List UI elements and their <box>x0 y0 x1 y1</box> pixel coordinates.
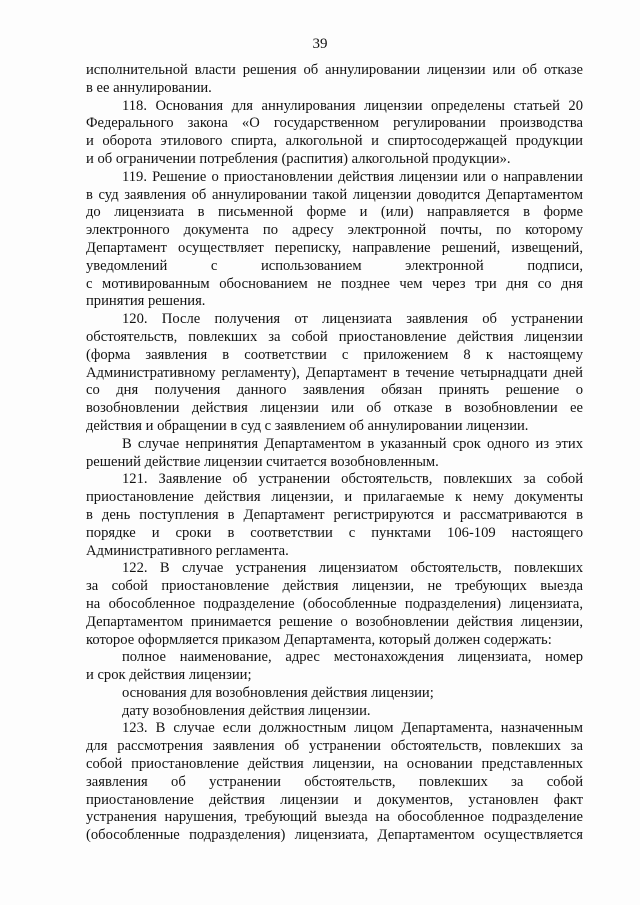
text-line: и оборота этилового спирта, алкогольной и спиртосодержащей продукции <box>86 133 583 150</box>
text-line: приостановление действия лицензии, и прилагаемые к нему документы <box>86 489 583 506</box>
text-line: которое оформляется приказом Департамента, который должен содержать: <box>86 631 552 648</box>
text-line: дату возобновления действия лицензии. <box>122 702 371 719</box>
text-line: на обособленное подразделение (обособленные подразделения) лицензиата, <box>86 595 583 612</box>
text-line: со дня получения данного заявления обязан принять решение о <box>86 382 583 399</box>
text-line: (форма заявления в соответствии с приложением 8 к настоящему <box>86 346 583 363</box>
text-line: в день поступления в Департамент регистрируются и рассматриваются в <box>86 506 583 523</box>
page-number: 39 <box>312 36 328 52</box>
document-body <box>86 62 583 845</box>
text-line: действия и обращении в суд с заявлением об аннулировании лицензии. <box>86 417 529 434</box>
text-line: устранения нарушения, требующий выезда на обособленное подразделение <box>86 809 583 826</box>
text-line: для рассмотрения заявления об устранении обстоятельств, повлекших за <box>86 738 583 755</box>
text-line: электронного документа по адресу электронной почты, по которому <box>86 222 583 239</box>
text-line: в суд заявления об аннулировании такой лицензии доводится Департаментом <box>86 186 583 203</box>
text-line: в ее аннулировании. <box>86 79 212 96</box>
text-line: В случае непринятия Департаментом в указанный срок одного из этих <box>122 435 583 452</box>
text-line: решений действие лицензии считается возобновленным. <box>86 453 439 470</box>
text-line: собой приостановление действия лицензии, на основании представленных <box>86 756 583 773</box>
text-line: и об ограничении потребления (распития) алкогольной продукции». <box>86 150 511 167</box>
text-line: Департаментом принимается решение о возобновлении действия лицензии, <box>86 613 583 630</box>
text-line: приостановление действия лицензии и документов, установлен факт <box>86 791 583 808</box>
text-line: обстоятельств, повлекших за собой приостановление действия лицензии <box>86 328 583 345</box>
text-line: возобновлении действия лицензии или об отказе в возобновлении ее <box>86 400 583 417</box>
text-line: принятия решения. <box>86 293 206 310</box>
text-line: основания для возобновления действия лицензии; <box>122 684 434 701</box>
text-line: порядке и сроки в соответствии с пунктами 106-109 настоящего <box>86 524 583 541</box>
text-line: 119. Решение о приостановлении действия лицензии или о направлении <box>122 168 583 185</box>
text-line: уведомлений с использованием электронной подписи, <box>86 257 583 274</box>
text-line: Административного регламента. <box>86 542 289 559</box>
text-line: заявления об устранении обстоятельств, повлекших за собой <box>86 773 583 790</box>
text-line: и срок действия лицензии; <box>86 667 252 684</box>
text-line: Федерального закона «О государственном регулировании производства <box>86 115 583 132</box>
text-line: Административному регламенту), Департамент в течение четырнадцати дней <box>86 364 583 381</box>
text-line: 123. В случае если должностным лицом Департамента, назначенным <box>122 720 583 737</box>
text-line: за собой приостановление действия лицензии, не требующих выезда <box>86 578 583 595</box>
text-line: 118. Основания для аннулирования лицензии определены статьей 20 <box>122 97 583 114</box>
text-line: полное наименование, адрес местонахождения лицензиата, номер <box>122 649 583 666</box>
text-line: 122. В случае устранения лицензиатом обстоятельств, повлекших <box>122 560 583 577</box>
text-line: до лицензиата в письменной форме и (или) направляется в форме <box>86 204 583 221</box>
text-line: 120. После получения от лицензиата заявления об устранении <box>122 311 583 328</box>
text-line: Департамент осуществляет переписку, направление решений, извещений, <box>86 239 583 256</box>
text-line: исполнительной власти решения об аннулировании лицензии или об отказе <box>86 62 583 78</box>
text-line: (обособленные подразделения) лицензиата, Департаментом осуществляется <box>86 827 583 844</box>
text-line: с мотивированным обоснованием не позднее чем через три дня со дня <box>86 275 583 292</box>
text-line: 121. Заявление об устранении обстоятельств, повлекших за собой <box>122 471 583 488</box>
